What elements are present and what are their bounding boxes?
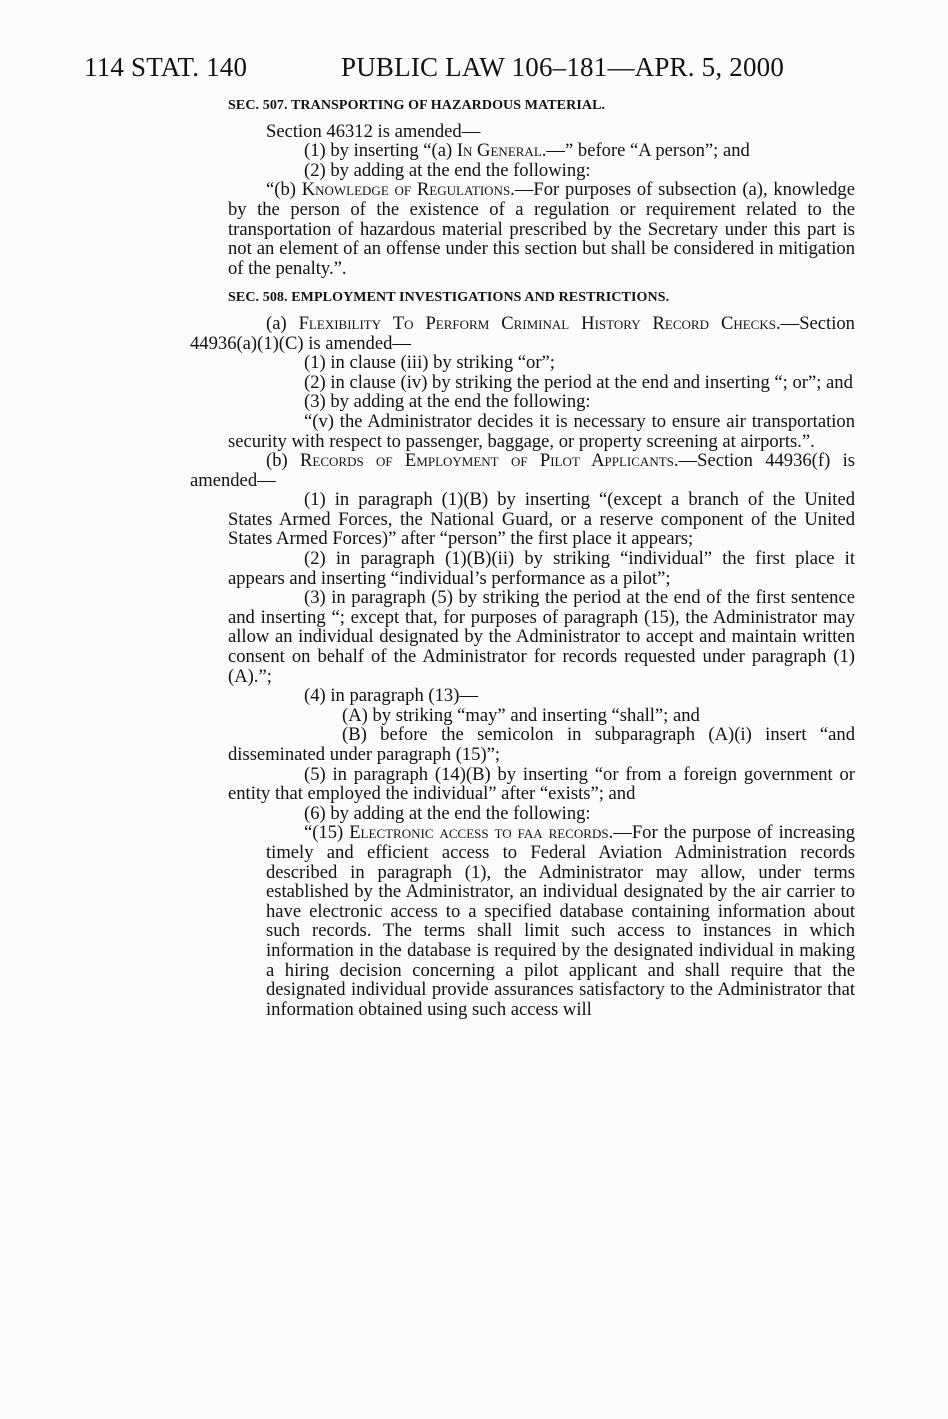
- page-header: [84, 50, 864, 84]
- subsection-text: (a): [266, 312, 299, 334]
- section-508-heading: SEC. 508. EMPLOYMENT INVESTIGATIONS AND RESTRICTIONS.: [228, 290, 670, 306]
- quote-text: “(15): [304, 822, 350, 844]
- item-text: (1) by inserting “(a): [304, 140, 457, 162]
- section-508-b-item-3: (3) in paragraph (5) by striking the period at the end of the first sentence and inserting “; except that, for purposes of paragraph (15), the Administrator may allow an individual designated by the Administrator to accept and maintain written consent on behalf of the Administrator for records requested under paragraph (1)(A).”;: [228, 587, 855, 687]
- item-heading: In General: [456, 140, 542, 162]
- section-507-item-2: (2) by adding at the end the following:: [304, 159, 591, 181]
- section-508-b-item-4-A: (A) by striking “may” and inserting “shall”; and: [342, 704, 700, 726]
- subsection-heading: Flexibility To Perform Criminal History Record Checks: [298, 312, 776, 334]
- item-text: .—” before “A person”; and: [541, 140, 750, 162]
- running-head: PUBLIC LAW 106–181—APR. 5, 2000: [341, 52, 785, 82]
- quote-text: .—For purposes of subsection (a), knowledge by the person of the existence of a regulation or requirement related to the transportation of hazardous material prescribed by the Secretary under this part is not an element of an offense under this section but shall be considered in mitigation of the penalty.”.: [228, 179, 855, 279]
- section-507-heading: SEC. 507. TRANSPORTING OF HAZARDOUS MATERIAL.: [228, 98, 606, 113]
- section-508-b-item-6: (6) by adding at the end the following:: [304, 802, 591, 824]
- section-507-intro: Section 46312 is amended—: [266, 120, 481, 142]
- section-508-a-item-2: (2) in clause (iv) by striking the period at the end and inserting “; or”; and: [304, 371, 853, 393]
- quote-heading: Electronic access to faa records: [349, 822, 609, 844]
- subsection-text: .—Section 44936(f) is amended—: [190, 450, 855, 491]
- section-508-a-item-3: (3) by adding at the end the following:: [304, 391, 591, 413]
- subsection-text: .—Section 44936(a)(1)(C) is amended—: [190, 312, 855, 354]
- section-508-b-item-1: (1) in paragraph (1)(B) by inserting “(except a branch of the United States Armed Forces, the National Guard, or a reserve component of the United States Armed Forces)” after “person” the first place it appears;: [228, 489, 855, 550]
- document-body: [190, 96, 855, 1020]
- section-507-item-1: [228, 141, 855, 161]
- section-508-b-item-5: (5) in paragraph (14)(B) by inserting “or from a foreign government or entity that employed the individual” after “exists”; and: [228, 763, 855, 805]
- subsection-text: (b): [266, 450, 300, 472]
- section-508-subsection-a: [190, 314, 855, 353]
- page-number: 114 STAT. 140: [84, 52, 248, 82]
- section-508-a-item-1: (1) in clause (iii) by striking “or”;: [304, 352, 555, 374]
- section-508-a-quoted-clause-v: “(v) the Administrator decides it is necessary to ensure air transportation security with respect to passenger, baggage, or property screening at airports.”.: [228, 410, 855, 452]
- section-508-b-item-2: (2) in paragraph (1)(B)(ii) by striking “individual” the first place it appears and inserting “individual’s performance as a pilot”;: [228, 548, 855, 589]
- section-508-b-item-4-B: (B) before the semicolon in subparagraph (A)(i) insert “and disseminated under paragraph (15)”;: [228, 724, 855, 765]
- quote-text: .—For the purpose of increasing timely and efficient access to Federal Aviation Administration records described in paragraph (1), the Administrator may allow, under terms established by the Administrator, an individual designated by the air carrier to have electronic access to a specified database containing information about such records. The terms shall limit such access to instances in which information in the database is required by the designated individual in making a hiring decision concerning a pilot applicant and shall require that the designated individual provide assurances satisfactory to the Administrator that information obtained using such access will: [266, 822, 855, 1020]
- quote-heading: Knowledge of Regulations: [301, 179, 511, 201]
- section-507-quoted-text: [228, 180, 855, 278]
- section-508-b-item-4: (4) in paragraph (13)—: [304, 685, 478, 707]
- section-508-subsection-b: [190, 451, 855, 490]
- section-508-b-quoted-paragraph-15: [228, 823, 855, 1019]
- quote-text: “(b): [266, 179, 302, 201]
- subsection-heading: Records of Employment of Pilot Applicants: [300, 450, 674, 472]
